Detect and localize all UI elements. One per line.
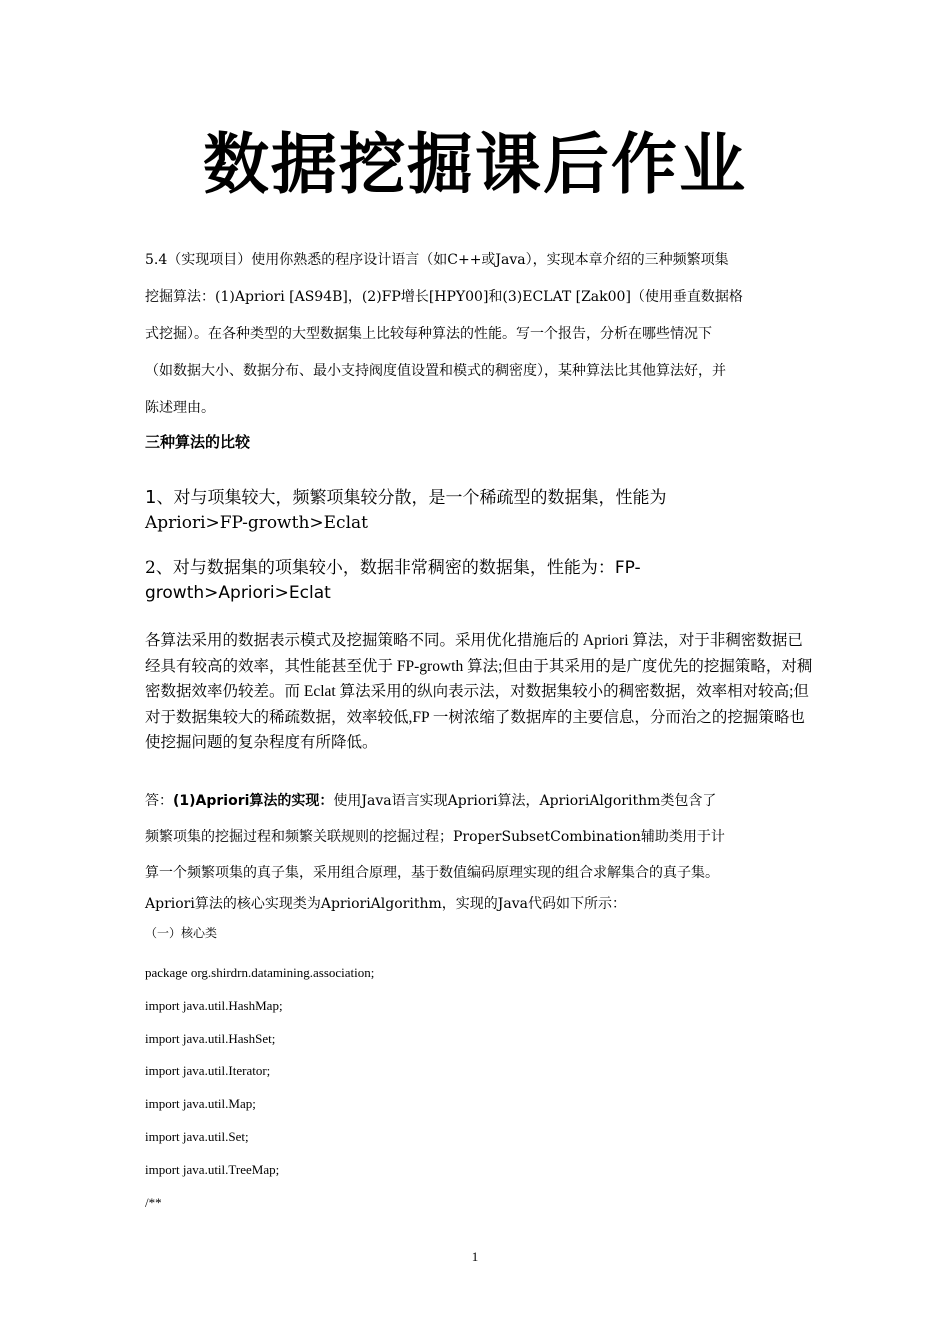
page-number: 1 <box>471 1249 479 1264</box>
point-number: 1 <box>145 487 157 508</box>
answer-text: 使用Java语言实现Apriori算法，AprioriAlgorithm类包含了 <box>333 793 717 809</box>
answer-section <box>145 791 813 959</box>
answer-line: Apriori算法的核心实现类为AprioriAlgorithm，实现的Java代码如下所示： <box>145 896 626 912</box>
code-line: import java.util.Set; <box>145 1128 249 1144</box>
code-line: import java.util.TreeMap; <box>145 1161 280 1177</box>
question-paragraph <box>145 250 813 435</box>
point-text: 2、对与数据集的项集较小，数据非常稠密的数据集，性能为： <box>145 558 615 578</box>
point-continuation: growth>Apriori>Eclat <box>145 583 331 603</box>
comparison-point-2 <box>145 556 813 606</box>
answer-line: 算一个频繁项集的真子集，采用组合原理，基于数值编码原理实现的组合求解集合的真子集。 <box>145 865 719 881</box>
question-line: 挖掘算法：(1)Apriori [AS94B]，(2)FP增长[HPY00]和(3)ECLAT [Zak00]（使用垂直数据格 <box>145 289 743 305</box>
point-text: 、对与项集较大，频繁项集较分散，是一个稀疏型的数据集，性能为 <box>156 488 667 508</box>
section-label: （一）核心类 <box>145 926 218 940</box>
code-listing <box>145 964 813 1226</box>
code-line: import java.util.Map; <box>145 1096 256 1112</box>
code-line: package org.shirdrn.datamining.association; <box>145 965 375 980</box>
comparison-heading: 三种算法的比较 <box>145 433 251 451</box>
document-title: 数据挖掘课后作业 <box>203 126 747 203</box>
answer-line <box>145 791 813 827</box>
code-line: import java.util.Iterator; <box>145 1063 271 1079</box>
answer-prefix: 答： <box>145 793 173 809</box>
question-line: 陈述理由。 <box>145 400 215 416</box>
comparison-point-1 <box>145 485 813 536</box>
point-continuation: Apriori>FP-growth>Eclat <box>145 513 368 533</box>
question-line: 式挖掘）。在各种类型的大型数据集上比较每种算法的性能。写一个报告，分析在哪些情况下 <box>145 326 712 342</box>
answer-subheading: (1)Apriori算法的实现： <box>173 793 334 809</box>
point-text-tail: FP- <box>614 558 641 578</box>
explanation-paragraph: 各算法采用的数据表示模式及挖掘策略不同。采用优化措施后的 Apriori 算法，对于非稠密数据已经具有较高的效率，其性能甚至优于 FP-growth 算法;但由于其采用的是广度优先的挖掘策略，对稠密数据效率仍较差。而 Eclat 算法采用的纵向表示法，对数据集较小的稠密数据，效率相对较高;但对于数据集较大的稀疏数据，效率较低,FP 一树浓缩了数据库的主要信息，分而治之的挖掘策略也使挖掘问题的复杂程度有所降低。 <box>145 632 813 751</box>
code-line: import java.util.HashSet; <box>145 1030 276 1046</box>
question-line: 5.4（实现项目）使用你熟悉的程序设计语言（如C++或Java），实现本章介绍的三种频繁项集 <box>145 252 729 268</box>
answer-line: 频繁项集的挖掘过程和频繁关联规则的挖掘过程；ProperSubsetCombination辅助类用于计 <box>145 829 725 845</box>
question-line: （如数据大小、数据分布、最小支持阀度值设置和模式的稠密度），某种算法比其他算法好，并 <box>145 363 726 379</box>
code-line: /** <box>145 1194 162 1210</box>
code-line: import java.util.HashMap; <box>145 997 283 1013</box>
